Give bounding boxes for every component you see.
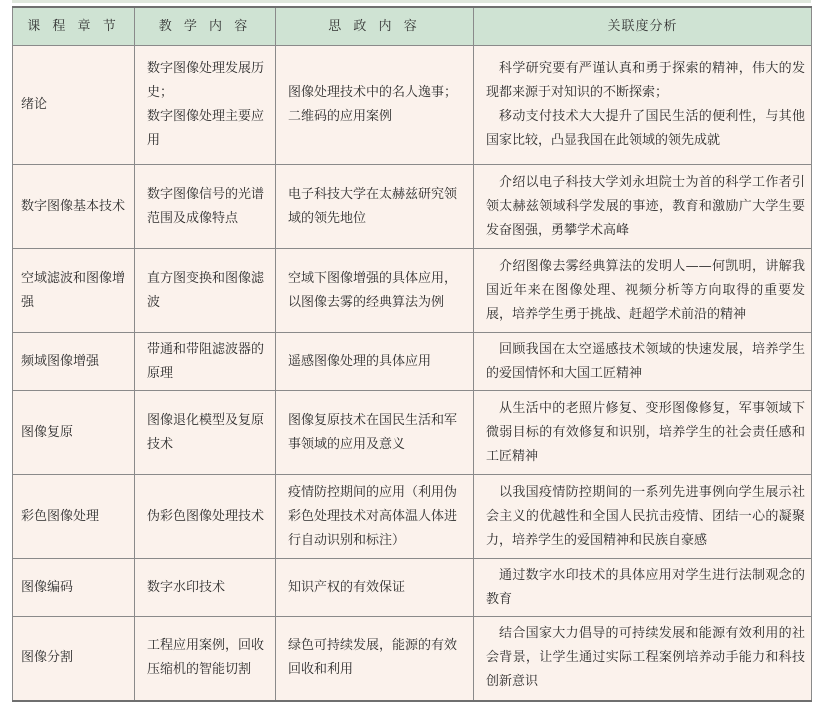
- analysis-cell: [474, 333, 812, 391]
- analysis-text: 介绍以电子科技大学刘永坦院士为首的科学工作者引领太赫兹领域科学发展的事迹，教育和激励广大学生要发奋图强，勇攀学术高峰: [486, 174, 805, 238]
- analysis-text: 从生活中的老照片修复、变形图像修复，军事领域下微弱目标的有效修复和识别，培养学生的社会责任感和工匠精神: [486, 400, 805, 464]
- analysis-cell: [474, 391, 812, 475]
- table-row: [13, 391, 812, 475]
- teaching-cell: 直方图变换和图像滤波: [135, 249, 276, 333]
- chapter-cell: 频域图像增强: [13, 333, 135, 391]
- teaching-cell: 工程应用案例，回收压缩机的智能切割: [135, 617, 276, 701]
- chapter-cell: 彩色图像处理: [13, 475, 135, 559]
- analysis-cell: [474, 46, 812, 165]
- teaching-text: 数字图像处理发展历史；: [147, 61, 265, 100]
- chapter-cell: 数字图像基本技术: [13, 165, 135, 249]
- analysis-text: 移动支付技术大大提升了国民生活的便利性，与其他国家比较，凸显我国在此领域的领先成就: [486, 109, 805, 148]
- chapter-cell: 图像复原: [13, 391, 135, 475]
- analysis-cell: [474, 249, 812, 333]
- table-row: [13, 475, 812, 559]
- ideology-cell: 图像复原技术在国民生活和军事领域的应用及意义: [276, 391, 474, 475]
- header-row: [13, 7, 812, 46]
- analysis-text: 介绍图像去雾经典算法的发明人——何凯明，讲解我国近年来在图像处理、视频分析等方向取得的重要发展，培养学生勇于挑战、赶超学术前沿的精神: [486, 258, 805, 322]
- top-rule: [12, 0, 811, 3]
- ideology-text: 二维码的应用案例: [288, 109, 393, 124]
- table-row: [13, 249, 812, 333]
- analysis-cell: [474, 617, 812, 701]
- ideology-text: 图像处理技术中的名人逸事；: [288, 85, 458, 100]
- chapter-cell: 图像分割: [13, 617, 135, 701]
- analysis-text: 以我国疫情防控期间的一系列先进事例向学生展示社会主义的优越性和全国人民抗击疫情、团结一心的凝聚力，培养学生的爱国精神和民族自豪感: [486, 484, 805, 548]
- header-teaching: 教 学 内 容: [135, 7, 276, 46]
- analysis-text: 结合国家大力倡导的可持续发展和能源有效利用的社会背景，让学生通过实际工程案例培养动手能力和科技创新意识: [486, 626, 805, 690]
- ideology-cell: [276, 46, 474, 165]
- ideology-cell: 疫情防控期间的应用（利用伪彩色处理技术对高体温人体进行自动识别和标注）: [276, 475, 474, 559]
- analysis-cell: [474, 559, 812, 617]
- header-chapter: 课 程 章 节: [13, 7, 135, 46]
- analysis-text: 通过数字水印技术的具体应用对学生进行法制观念的教育: [486, 567, 805, 607]
- ideology-cell: 空域下图像增强的具体应用，以图像去雾的经典算法为例: [276, 249, 474, 333]
- analysis-cell: [474, 165, 812, 249]
- table-row: [13, 165, 812, 249]
- analysis-cell: [474, 475, 812, 559]
- teaching-cell: 伪彩色图像处理技术: [135, 475, 276, 559]
- analysis-text: 回顾我国在太空遥感技术领域的快速发展，培养学生的爱国情怀和大国工匠精神: [486, 341, 805, 381]
- teaching-cell: 带通和带阻滤波器的原理: [135, 333, 276, 391]
- table-row: [13, 559, 812, 617]
- table-row: [13, 46, 812, 165]
- chapter-cell: 空域滤波和图像增强: [13, 249, 135, 333]
- table-row: [13, 617, 812, 701]
- header-ideology: 思 政 内 容: [276, 7, 474, 46]
- teaching-cell: 数字图像信号的光谱范围及成像特点: [135, 165, 276, 249]
- ideology-cell: 知识产权的有效保证: [276, 559, 474, 617]
- ideology-cell: 电子科技大学在太赫兹研究领域的领先地位: [276, 165, 474, 249]
- curriculum-table: [12, 6, 812, 702]
- table-row: [13, 333, 812, 391]
- ideology-cell: 遥感图像处理的具体应用: [276, 333, 474, 391]
- header-analysis: 关联度分析: [474, 7, 812, 46]
- chapter-cell: 图像编码: [13, 559, 135, 617]
- chapter-cell: 绪论: [13, 46, 135, 165]
- analysis-text: 科学研究要有严谨认真和勇于探索的精神，伟大的发现都来源于对知识的不断探索；: [486, 61, 805, 100]
- teaching-cell: 数字水印技术: [135, 559, 276, 617]
- ideology-cell: 绿色可持续发展，能源的有效回收和利用: [276, 617, 474, 701]
- teaching-cell: [135, 46, 276, 165]
- teaching-cell: 图像退化模型及复原技术: [135, 391, 276, 475]
- teaching-text: 数字图像处理主要应用: [147, 109, 265, 148]
